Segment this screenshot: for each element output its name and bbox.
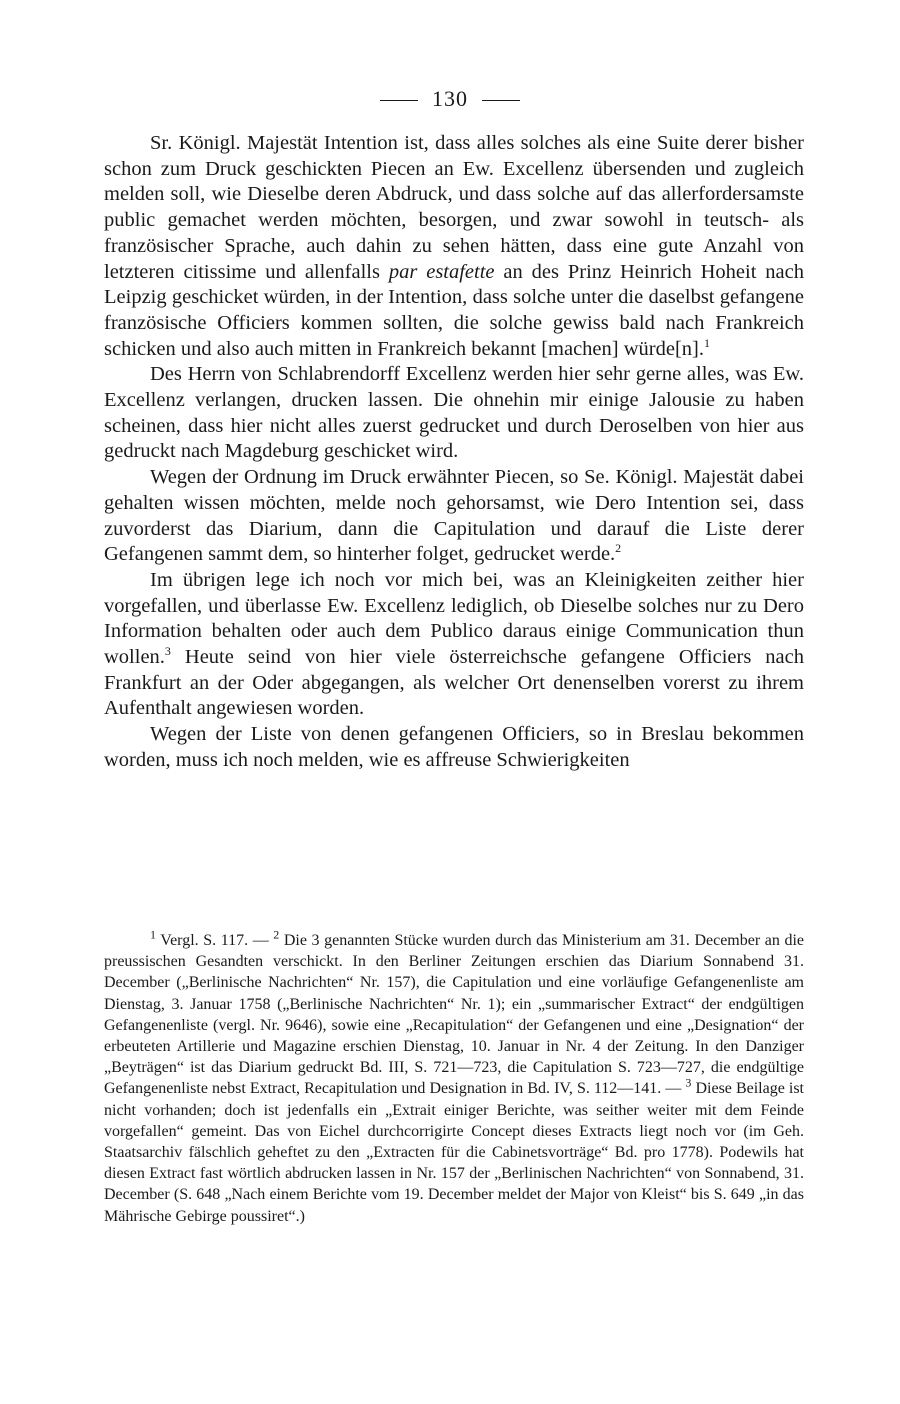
footnote-2-text: Die 3 genannten Stücke wurden durch das Ministerium am 31. December an die preussischen Gesandten verschickt. In den Berliner Zeitungen erschien das Diarium Sonnabend 31. December („Berlinische Nachrichten“ Nr. 157), die Capitulation und eine vorläufige Gefangenenliste am Dienstag, 3. Januar 1758 („Berlinische Nachrichten“ Nr. 1); ein „summarischer Extract“ der endgültigen Gefangenenliste (vergl. Nr. 9646), sowie eine „Recapitulation“ der Gefangenen und eine „Designation“ der erbeuteten Artillerie und Magazine erschien Dienstag, 10. Januar in Nr. 4 der Zeitung. In den Danziger „Beyträgen“ ist das Diarium gedruckt Bd. III, S. 721—723, die Capitulation S. 723—727, die endgültige Gefangenenliste nebst Extract, Recapitulation und Designation in Bd. IV, S. 112—141. —: [104, 932, 804, 1098]
footnotes: [104, 927, 804, 1227]
paragraph-4-text-a: Im übrigen lege ich noch vor mich bei, was an Kleinigkeiten zeither hier vorgefallen, und überlasse Ew. Excellenz lediglich, ob Dieselbe solches nur zu Dero Information behalten oder auch dem Publico daraus einige Communication thun wollen.: [104, 568, 804, 669]
footnote-ref-3: 3: [164, 644, 171, 659]
paragraph-4-text-b: Heute seind von hier viele österreichsche gefangene Officiers nach Frankfurt an der Oder abgegangen, als welcher Ort denenselben vorerst zu ihrem Aufenthalt angewiesen worden.: [104, 646, 804, 720]
paragraph-1-text-b: an des Prinz Heinrich Hoheit nach Leipzig geschicket würden, in der Intention, dass solche unter die daselbst gefangene französische Officiers kommen sollten, die solche gewiss bald nach Frankreich schicken und also auch mitten in Frankreich bekannt [machen] würde[n].: [104, 260, 804, 360]
main-text: [104, 131, 804, 774]
header-rule-right: [482, 100, 520, 101]
footnote-mark-1: 1: [150, 927, 156, 942]
paragraph-2: Des Herrn von Schlabrendorff Excellenz werden hier sehr gerne alles, was Ew. Excellenz verlangen, drucken lassen. Die ohnehin mir einige Jalousie zu haben scheinen, dass hier nicht alles zuerst gedrucket und durch Deroselben von hier aus gedruckt nach Magdeburg geschicket wird.: [104, 363, 804, 463]
footnote-block: [104, 927, 804, 1227]
paragraph-3: [104, 465, 804, 568]
footnote-ref-1: 1: [704, 335, 710, 350]
footnote-3-text: Diese Beilage ist nicht vorhanden; doch ist jedenfalls ein „Extrait einiger Berichte, was seither weiter mit dem Feinde vorgefallen“ gemeint. Das von Eichel durchcorrigirte Concept dieses Extracts liegt noch vor (im Geh. Staatsarchiv fälschlich geheftet zu den „Extracten für die Cabinetsvorträge“ Bd. pro 1778). Podewils hat diesen Extract fast wörtlich abdrucken lassen in Nr. 157 der „Berlinischen Nachrichten“ von Sonnabend, 31. December (S. 648 „Nach einem Berichte vom 19. December meldet der Major von Kleist“ bis S. 649 „in das Mährische Gebirge poussiret“.): [104, 1080, 804, 1225]
paragraph-4: [104, 568, 804, 722]
page-number: 130: [432, 86, 468, 111]
footnote-mark-2: 2: [273, 927, 280, 942]
footnote-mark-3: 3: [685, 1076, 692, 1091]
page-header: [0, 86, 900, 112]
paragraph-1-text-a: Sr. Königl. Majestät Intention ist, dass alles solches als eine Suite derer bisher schon zum Druck geschickten Piecen an Ew. Excellenz übersenden und zugleich melden soll, wie Dieselbe deren Abdruck, und dass solche auf das allerfordersamste public gemachet werden möchten, besorgen, und zwar sowohl in teutsch- als französischer Sprache, auch dahin zu sehen hätten, dass eine gute Anzahl von letzteren citissime und allenfalls: [104, 132, 804, 283]
footnote-ref-2: 2: [615, 541, 622, 556]
header-rule-left: [380, 100, 418, 101]
paragraph-1: [104, 131, 804, 362]
footnote-1-text: Vergl. S. 117. —: [156, 932, 274, 949]
paragraph-5: Wegen der Liste von denen gefangenen Officiers, so in Breslau bekommen worden, muss ich noch melden, wie es affreuse Schwierigkeiten: [104, 723, 804, 771]
paragraph-3-text: Wegen der Ordnung im Druck erwähnter Piecen, so Se. Königl. Majestät dabei gehalten wissen möchten, melde noch gehorsamst, wie Dero Intention sei, dass zuvorderst das Diarium, dann die Capitulation und darauf die Liste derer Gefangenen sammt dem, so hinterher folget, gedrucket werde.: [104, 466, 804, 566]
paragraph-1-italic: par estafette: [388, 260, 495, 283]
